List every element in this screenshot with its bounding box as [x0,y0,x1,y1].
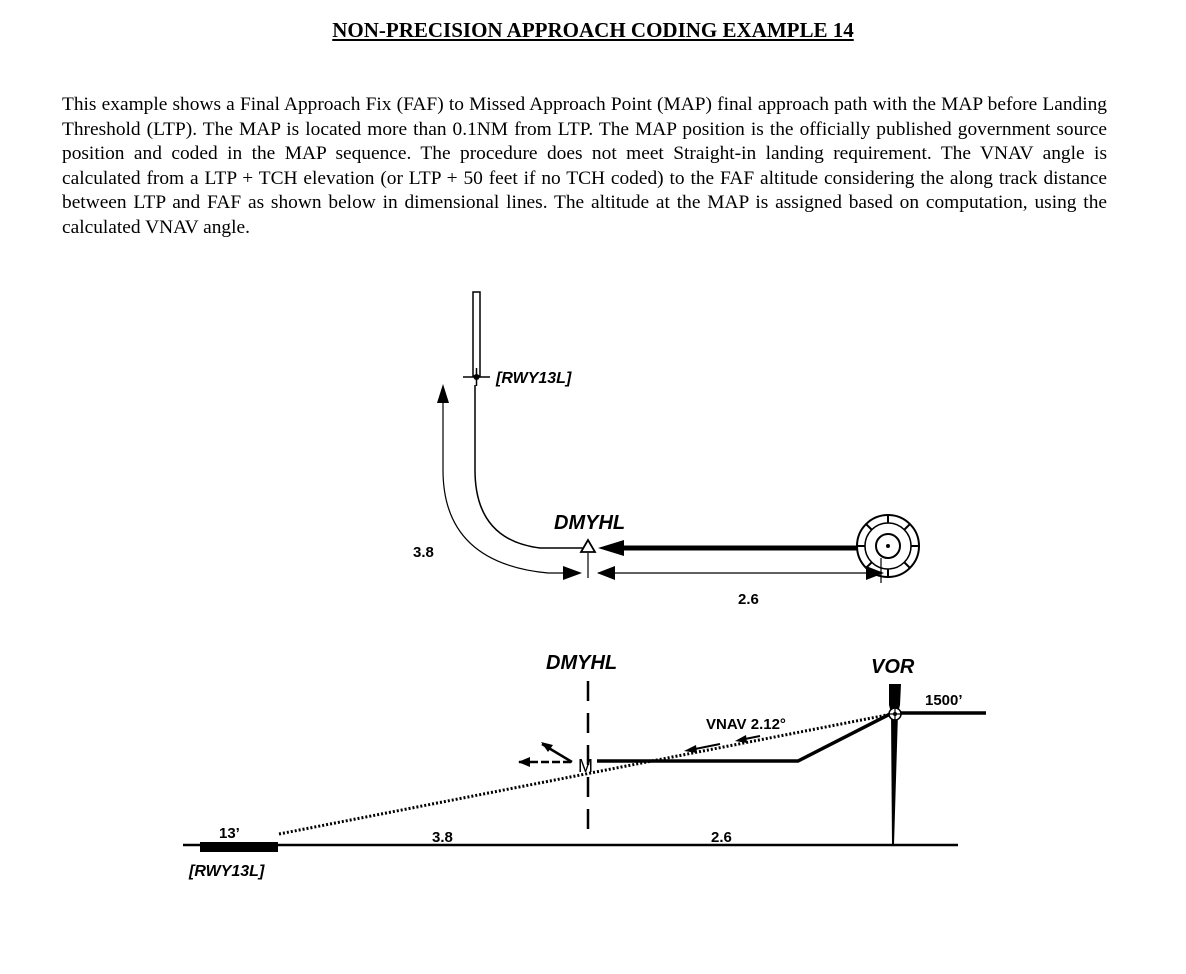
plan-runway-label: [RWY13L] [496,370,572,387]
profile-runway-label: [RWY13L] [189,863,265,880]
profile-dist-left: 3.8 [432,829,453,846]
plan-runway [473,292,480,376]
profile-dist-right: 2.6 [711,829,732,846]
description-paragraph: This example shows a Final Approach Fix (FAF) to Missed Approach Point (MAP) final approach path with the MAP before Landing Threshold (LTP). The MAP is located more than 0.1NM from LTP. The MAP position is the officially published government source position and coded in the MAP sequence. The procedure does not meet Straight-in landing requirement. The VNAV angle is calculated from a LTP + TCH elevation (or LTP + 50 feet if no TCH coded) to the FAF altitude considering the along track distance between LTP and FAF as shown below in dimensional lines. The altitude at the MAP is assigned based on computation, using the calculated VNAV angle. [62,94,1107,238]
plan-fix-label: DMYHL [554,512,626,534]
threshold-fix-icon [463,368,490,386]
vor-altitude-label: 1500’ [925,692,963,709]
tch-label: 13’ [219,825,240,842]
plan-dist-straight: 2.6 [738,591,759,608]
vnav-label: VNAV 2.12° [706,716,786,733]
profile-runway [200,842,278,852]
missed-approach-arrows [518,742,574,767]
page-title: NON-PRECISION APPROACH CODING EXAMPLE 14 [332,18,854,42]
profile-view [183,652,986,880]
plan-dim-arc [443,394,575,573]
profile-fix-label: DMYHL [546,652,618,674]
vor-fix-icon [889,708,901,720]
faf-triangle-icon [581,540,595,552]
track-arrowhead [598,540,624,556]
vnav-direction-arrows [684,735,760,753]
map-marker: M [578,756,593,776]
plan-view [413,292,919,608]
profile-vor-label: VOR [871,656,915,678]
plan-dist-arc: 3.8 [413,544,434,561]
